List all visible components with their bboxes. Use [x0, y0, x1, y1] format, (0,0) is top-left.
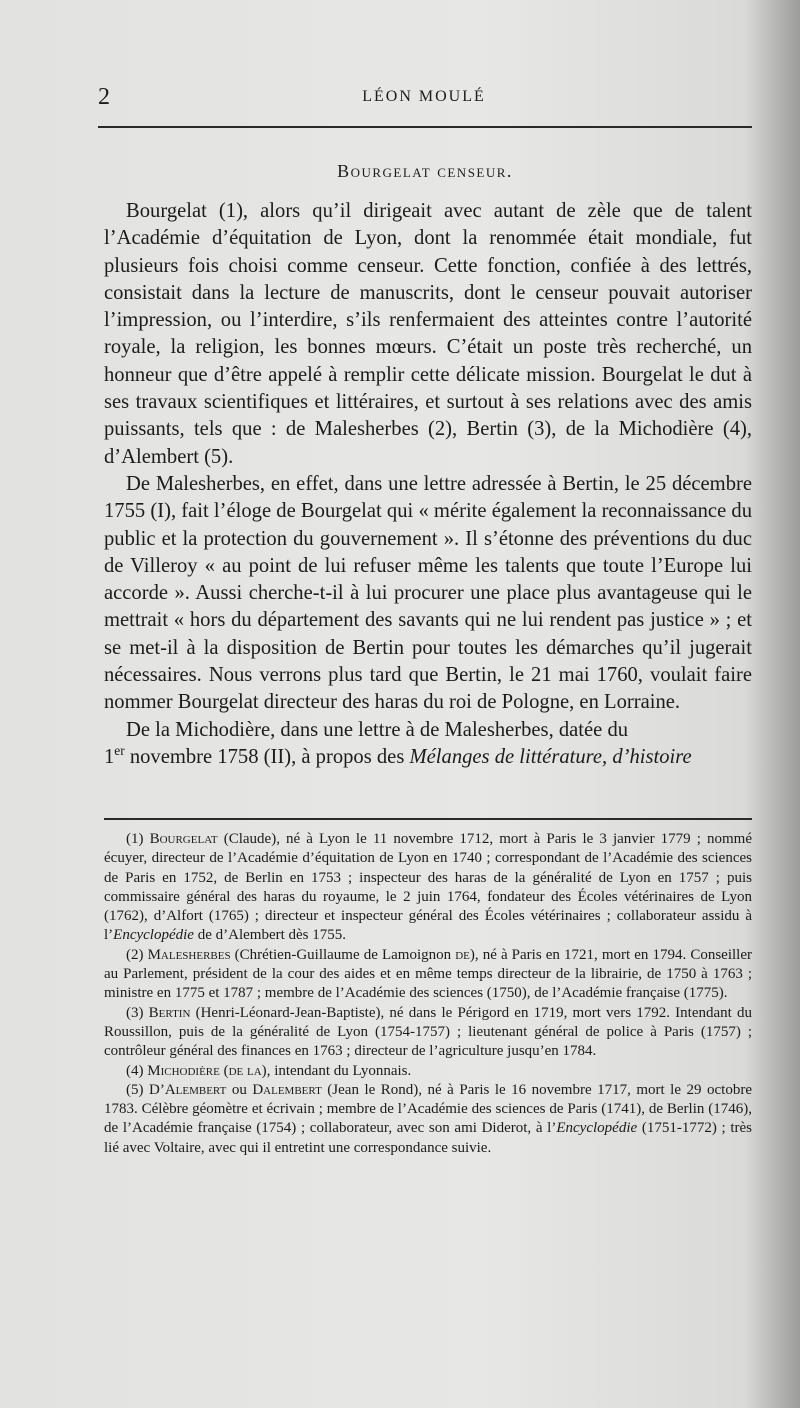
page-number: 2 [98, 84, 110, 110]
footnote-1 [104, 830, 752, 946]
book-title: Mélanges de littérature, d’histoire [409, 745, 692, 768]
footnote-text: (Henri-Léonard-Jean-Baptiste), né dans le Périgord en 1719, mort vers 1792. Intendant du Roussillon, puis de la généralité de Lyon (1754-1757) ; lieutenant général de police à Paris (1757) ; contrôleur général des finances en 1763 ; directeur de l’agriculture jusqu’en 1784. [104, 1004, 752, 1060]
footnote-3 [104, 1004, 752, 1062]
header-rule [98, 126, 752, 128]
paragraph-text: novembre 1758 (II), à propos des [124, 745, 410, 768]
footnote-text: (1751-1772) ; très lié avec Voltaire, avec qui il entretint une correspondance suivie. [104, 1120, 753, 1156]
footnote-text: (Claude), né à Lyon le 11 novembre 1712, mort à Paris le 3 janvier 1779 ; nommé écuyer, directeur de l’Académie d’équitation de Lyon en 1740 ; correspondant de l’Académie des sciences de Paris en 1752, de Berlin en 1753 ; inspecteur des haras de la généralité de Lyon en 1757 ; puis commissaire général des haras du royaume, le 2 juin 1764, fondateur des Écoles vétérinaires de Lyon (1762), d’Alfort (1765) ; directeur et inspecteur général des Écoles vétérinaires ; collaborateur assidu à l’ [104, 831, 752, 944]
footnote-italic: Encyclopédie [113, 927, 194, 944]
ordinal-suffix: er [114, 743, 125, 759]
footnotes-rule [104, 818, 752, 820]
footnote-number: (5) D’ [126, 1081, 165, 1098]
footnote-text: (Jean le Rond), né à Paris le 16 novembre 1717, mort le 29 octobre 1783. Célèbre géomètre et écrivain ; membre de l’Académie des sciences de Paris (1741), de Berlin (1746), de l’Académie française (1754) ; collaborateur, avec son ami Diderot, à l’ [104, 1081, 752, 1137]
footnote-4 [104, 1062, 752, 1081]
footnote-text: de d’Alembert dès 1755. [193, 927, 347, 944]
footnote-italic: Encyclopédie [556, 1120, 638, 1137]
paragraph [104, 717, 752, 772]
footnote-particle: de [455, 946, 470, 963]
footnote-name: Bourgelat [149, 831, 218, 847]
body-text [104, 198, 752, 771]
footnote-2 [104, 946, 752, 1004]
footnote-number: (4) [126, 1062, 148, 1079]
footnote-5 [104, 1081, 752, 1158]
footnote-name: Alembert [164, 1081, 227, 1098]
footnote-number: (2) [126, 946, 148, 963]
footnote-number: (1) [126, 831, 150, 847]
footnote-text: ou D [226, 1081, 264, 1098]
paragraph: Bourgelat (1), alors qu’il dirigeait avec autant de zèle que de talent l’Académie d’équitation de Lyon, dont la renommée était mondiale, fut plusieurs fois choisi comme censeur. Cette fonction, confiée à des lettrés, consistait dans la lecture de manuscrits, dont le censeur pouvait autoriser l’impression, ou l’interdire, s’ils renfermaient des atteintes contre l’autorité royale, la religion, les bonnes mœurs. C’était un poste très recherché, un honneur que d’être appelé à remplir cette délicate mission. Bourgelat le dut à ses travaux scientifiques et littéraires, et surtout à ses relations avec des amis puissants, tels que : de Malesherbes (2), Bertin (3), de la Michodière (4), d’Alembert (5). [104, 200, 752, 468]
footnote-text: ), né à Paris en 1721, mort en 1794. Conseiller au Parlement, président de la cour des aides et en même temps directeur de la librairie, de 1750 à 1763 ; ministre en 1775 et 1787 ; membre de l’Académie des sciences (1750), de l’Académie française (1775). [104, 946, 752, 1002]
footnote-name: Bertin [148, 1004, 191, 1021]
paragraph-text: De la Michodière, dans une lettre à de Malesherbes, datée du [126, 718, 629, 741]
footnote-text: , intendant du Lyonnais. [266, 1062, 412, 1079]
paragraph: De Malesherbes, en effet, dans une lettre adressée à Bertin, le 25 décembre 1755 (I), fait l’éloge de Bourgelat qui « mérite également la reconnaissance du public et la protection du gouvernement ». Il s’étonne des préventions du duc de Villeroy « au point de lui refuser même les talents que toute l’Europe lui accorde ». Aussi cherche-t-il à lui procurer une place plus avantageuse qui le mettrait « hors du département des savants qui ne lui rendent pas justice » ; et se met-il à la disposition de Bertin pour toutes les démarches qu’il jugerait nécessaires. Nous verrons plus tard que Bertin, le 21 mai 1760, voulait faire nommer Bourgelat directeur des haras du roi de Pologne, en Lorraine. [104, 472, 752, 714]
footnote-name: Michodière (de la) [147, 1062, 267, 1079]
footnote-name: Malesherbes [147, 946, 231, 963]
running-title: LÉON MOULÉ [362, 88, 486, 105]
page-header [98, 84, 750, 114]
footnote-number: (3) [126, 1004, 149, 1021]
ordinal-number: 1 [104, 745, 115, 768]
footnote-text: (Chrétien-Guillaume de Lamoignon [230, 946, 456, 963]
footnotes [104, 830, 752, 1158]
section-title: Bourgelat censeur. [337, 161, 513, 181]
footnote-name: alembert [263, 1081, 322, 1098]
